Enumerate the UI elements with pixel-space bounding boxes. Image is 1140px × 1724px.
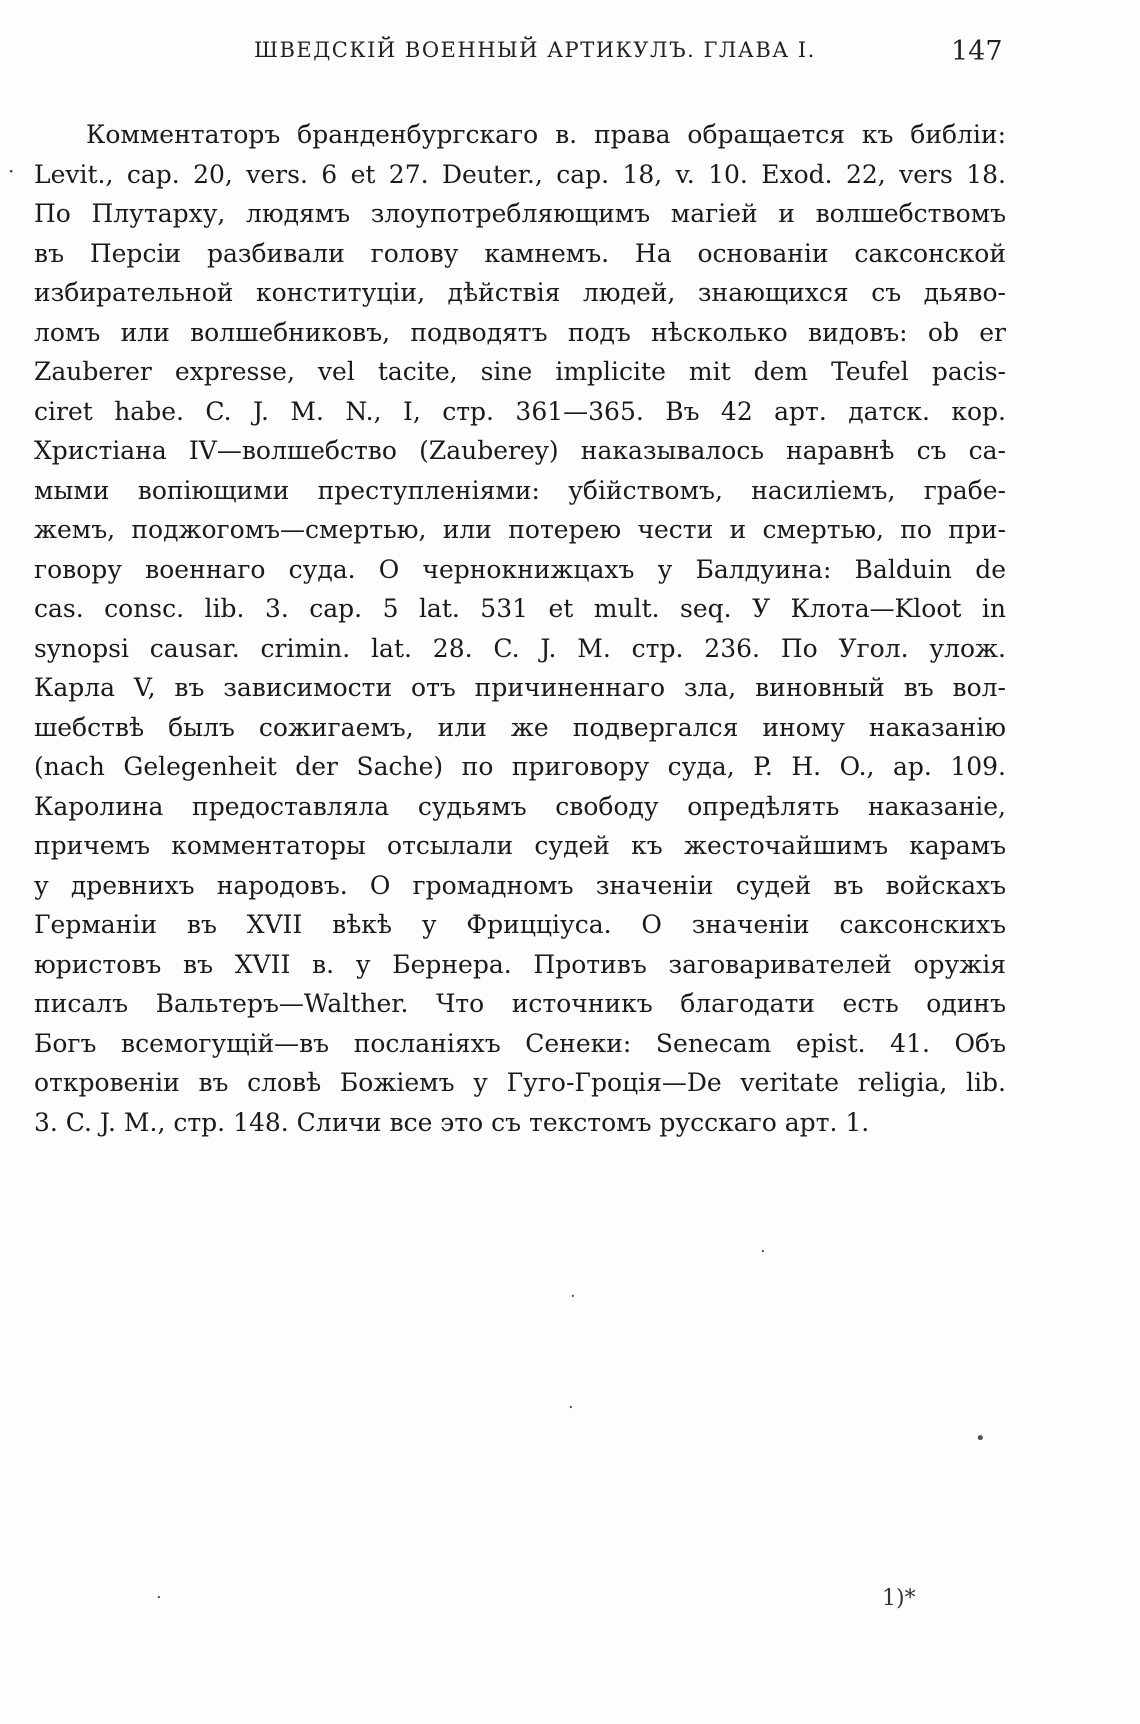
page-number: 147 bbox=[951, 36, 1003, 67]
text-line: у древнихъ народовъ. О громадномъ значеніи судей въ войскахъ bbox=[34, 870, 1006, 900]
text-line: мыми вопіющими преступленіями: убійствомъ, насиліемъ, грабе- bbox=[34, 475, 1006, 505]
text-line: Христіана IV—волшебство (Zauberey) наказывалось наравнѣ съ са- bbox=[34, 436, 1006, 465]
scan-speck: . bbox=[760, 1236, 766, 1257]
text-line: (nach Gelegenheit der Sache) по приговору суда, P. H. O., ap. 109. bbox=[34, 752, 1006, 781]
text-line: въ Персіи разбивали голову камнемъ. На основаніи саксонской bbox=[34, 238, 1006, 268]
text-line: Германіи въ XVII вѣкѣ у Фрицціуса. О значеніи саксонскихъ bbox=[34, 910, 1006, 939]
text-line: ломъ или волшебниковъ, подводятъ подъ нѣсколько видовъ: ob er bbox=[34, 317, 1006, 347]
body-paragraph bbox=[34, 115, 1006, 1142]
scan-speck: · bbox=[570, 1286, 576, 1307]
text-line: говору военнаго суда. О чернокнижцахъ у Балдуина: Balduin de bbox=[34, 554, 1006, 584]
text-line: шебствѣ былъ сожигаемъ, или же подвергался иному наказанію bbox=[34, 712, 1006, 742]
margin-dot: · bbox=[8, 159, 15, 183]
text-line: cas. consc. lib. 3. cap. 5 lat. 531 et mult. seq. У Клота—Kloot in bbox=[34, 594, 1006, 623]
text-line: Zauberer expresse, vel tacite, sine implicite mit dem Teufel pacis- bbox=[34, 357, 1006, 386]
text-line: избирательной конституціи, дѣйствія людей, знающихся съ дьяво- bbox=[34, 278, 1006, 307]
scan-speck: • bbox=[975, 1428, 986, 1449]
text-line: жемъ, поджогомъ—смертью, или потерею чести и смертью, по при- bbox=[34, 515, 1006, 544]
text-line: Богъ всемогущій—въ посланіяхъ Сенеки: Senecam epist. 41. Объ bbox=[34, 1028, 1006, 1058]
text-line: причемъ комментаторы отсылали судей къ жесточайшимъ карамъ bbox=[34, 831, 1006, 860]
text-line: Карла V, въ зависимости отъ причиненнаго зла, виновный въ вол- bbox=[34, 673, 1006, 702]
text-line: synopsi causar. crimin. lat. 28. C. J. M. стр. 236. По Угол. улож. bbox=[34, 633, 1006, 663]
text-line: ciret habe. C. J. M. N., I, стр. 361—365. Въ 42 арт. датск. кор. bbox=[34, 396, 1006, 426]
text-line: Комментаторъ бранденбургскаго в. права обращается къ библіи: bbox=[86, 120, 1006, 149]
text-line: Levit., cap. 20, vers. 6 et 27. Deuter., cap. 18, v. 10. Exod. 22, vers 18. bbox=[34, 159, 1006, 189]
text-line: Каролина предоставляла судьямъ свободу опредѣлять наказаніе, bbox=[34, 791, 1006, 821]
scan-speck: . bbox=[156, 1582, 162, 1603]
text-line: По Плутарху, людямъ злоупотребляющимъ магіей и волшебствомъ bbox=[34, 199, 1006, 228]
running-title: ШВЕДСКІЙ ВОЕННЫЙ АРТИКУЛЪ. ГЛАВА I. bbox=[254, 38, 816, 62]
text-line: откровеніи въ словѣ Божіемъ у Гуго-Гроція—De veritate religia, lib. bbox=[34, 1068, 1006, 1097]
scan-speck: . bbox=[568, 1392, 574, 1413]
text-line: 3. C. J. M., стр. 148. Сличи все это съ текстомъ русскаго арт. 1. bbox=[34, 1107, 870, 1137]
text-line: юристовъ въ XVII в. у Бернера. Противъ заговаривателей оружія bbox=[34, 949, 1006, 979]
text-line: писалъ Вальтеръ—Walther. Что источникъ благодати есть одинъ bbox=[34, 989, 1006, 1018]
bottom-mark: 1)* bbox=[882, 1586, 916, 1611]
